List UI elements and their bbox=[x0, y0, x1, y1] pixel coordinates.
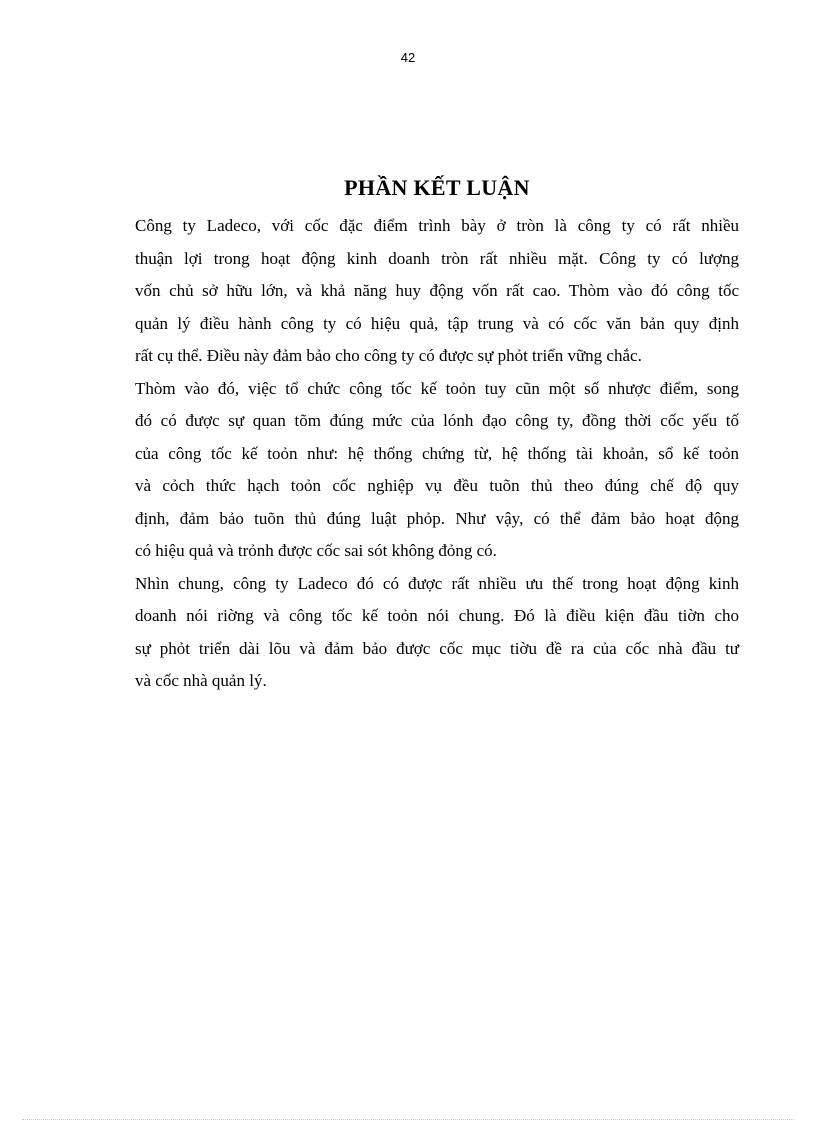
text-line: Nhìn chung, công ty Ladeco đó có được rất nhiều ưu thế trong hoạt động kinh bbox=[135, 573, 739, 593]
text-line: thuận lợi trong hoạt động kinh doanh tròn rất nhiều mặt. Công ty có lượng bbox=[135, 248, 739, 268]
text-line: của công tốc kế toỏn như: hệ thống chứng từ, hệ thống tài khoản, sổ kế toỏn bbox=[135, 443, 739, 463]
paragraph bbox=[135, 373, 739, 568]
page-number: 42 bbox=[400, 50, 416, 65]
paragraph bbox=[135, 210, 739, 373]
text-line: Công ty Ladeco, với cốc đặc điểm trình bày ở tròn là công ty có rất nhiều bbox=[135, 216, 739, 235]
text-line: có hiệu quả và trỏnh được cốc sai sót không đỏng có. bbox=[135, 541, 497, 560]
text-line: vốn chủ sở hữu lớn, và khả năng huy động vốn rất cao. Thòm vào đó công tốc bbox=[135, 281, 739, 300]
text-line: và cỏch thức hạch toỏn cốc nghiệp vụ đều tuõn thủ theo đúng chế độ quy bbox=[135, 476, 739, 495]
text-line: đó có được sự quan tõm đúng mức của lónh đạo công ty, đồng thời cốc yếu tố bbox=[135, 411, 739, 430]
body-text bbox=[135, 210, 739, 698]
text-line: quản lý điều hành công ty có hiệu quả, tập trung và có cốc văn bản quy định bbox=[135, 313, 739, 333]
text-line: và cốc nhà quản lý. bbox=[135, 671, 267, 690]
footer-divider bbox=[22, 1119, 794, 1120]
section-title: PHẦN KẾT LUẬN bbox=[344, 175, 530, 200]
text-line: định, đảm bảo tuõn thủ đúng luật phỏp. Như vậy, có thể đảm bảo hoạt động bbox=[135, 508, 739, 528]
text-line: rất cụ thể. Điều này đảm bảo cho công ty có được sự phỏt triển vững chắc. bbox=[135, 346, 642, 365]
text-line: Thòm vào đó, việc tổ chức công tốc kế toỏn tuy cũn một số nhược điểm, song bbox=[135, 378, 739, 398]
paragraph bbox=[135, 568, 739, 698]
text-line: doanh nói riờng và công tốc kế toỏn nói chung. Đó là điều kiện đầu tiờn cho bbox=[135, 606, 739, 625]
text-line: sự phỏt triển dài lõu và đảm bảo được cốc mục tiờu đề ra của cốc nhà đầu tư bbox=[135, 638, 739, 658]
